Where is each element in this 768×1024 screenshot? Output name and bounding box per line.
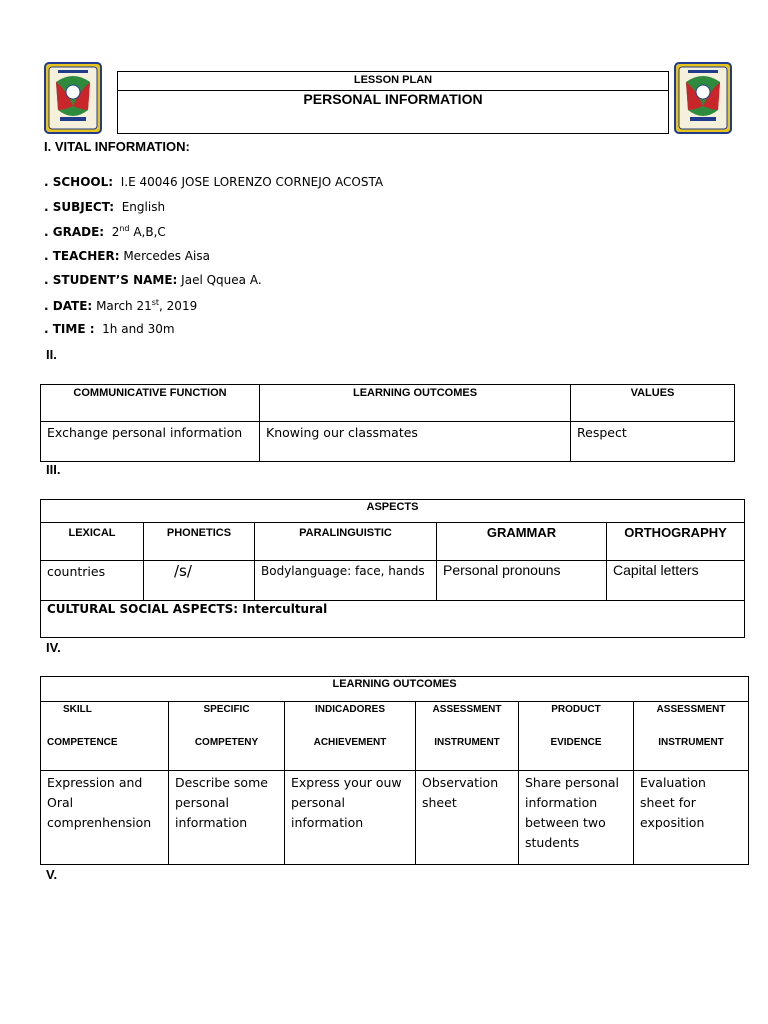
vital-school-label: . SCHOOL: <box>44 175 114 189</box>
table4-cell-assessment-2: Evaluation sheet for exposition <box>634 771 749 865</box>
section-5-heading: V. <box>46 867 58 882</box>
vital-grade-label: . GRADE: <box>44 225 105 239</box>
table4-header-assessment-bottom: INSTRUMENT <box>434 737 500 748</box>
vital-subject-value: English <box>121 200 166 214</box>
table4-cell-indicadores: Express your ouw personal information <box>285 771 416 865</box>
vital-grade-sup: nd <box>119 224 130 233</box>
table2-cell-function: Exchange personal information <box>41 422 260 462</box>
table3-header-grammar: GRAMMAR <box>437 523 607 561</box>
vital-school-value: I.E 40046 JOSE LORENZO CORNEJO ACOSTA <box>120 175 384 189</box>
vital-teacher <box>44 249 210 263</box>
vital-date-label: . DATE: <box>44 299 93 313</box>
section-3-heading: III. <box>46 462 61 477</box>
table4-header-product-top: PRODUCT <box>551 704 601 715</box>
vital-time <box>44 322 175 336</box>
vital-time-label: . TIME : <box>44 322 95 336</box>
table4-header-assessment <box>416 702 519 771</box>
table3-title: ASPECTS <box>41 500 745 523</box>
table-aspects <box>40 499 745 638</box>
table4-header-skill-top: SKILL <box>63 704 92 715</box>
table3-header-orthography: ORTHOGRAPHY <box>607 523 745 561</box>
table2-header-function: COMMUNICATIVE FUNCTION <box>41 385 260 422</box>
table4-cell-skill: Expression and Oral comprenhension <box>41 771 169 865</box>
school-crest-right-icon <box>674 62 732 134</box>
vital-subject-label: . SUBJECT: <box>44 200 115 214</box>
table4-header-skill <box>41 702 169 771</box>
table4-header-indicadores-bottom: ACHIEVEMENT <box>313 737 387 748</box>
vital-school <box>44 175 383 189</box>
doc-label: LESSON PLAN <box>353 74 433 86</box>
table4-cell-assessment: Observation sheet <box>416 771 519 865</box>
table2-header-outcomes: LEARNING OUTCOMES <box>260 385 571 422</box>
table3-header-lexical: LEXICAL <box>41 523 144 561</box>
table4-header-indicadores-top: INDICADORES <box>314 704 385 715</box>
title-box <box>117 71 669 134</box>
table3-header-paralinguistic: PARALINGUISTIC <box>255 523 437 561</box>
vital-student-value: Jael Qquea A. <box>181 273 262 287</box>
table2-cell-outcomes: Knowing our classmates <box>260 422 571 462</box>
vital-date <box>44 298 197 313</box>
table3-cell-phonetics: /s/ <box>144 561 255 601</box>
table3-cell-paralinguistic: Bodylanguage: face, hands <box>255 561 437 601</box>
section-4-heading: IV. <box>46 640 61 655</box>
table3-header-phonetics: PHONETICS <box>144 523 255 561</box>
vital-student <box>44 273 262 287</box>
table3-cell-lexical: countries <box>41 561 144 601</box>
table4-header-indicadores <box>285 702 416 771</box>
table3-cell-grammar: Personal pronouns <box>437 561 607 601</box>
vital-time-value: 1h and 30m <box>102 322 175 336</box>
table3-cultural: CULTURAL SOCIAL ASPECTS: Intercultural <box>41 601 745 638</box>
section-1-heading: I. VITAL INFORMATION: <box>44 139 190 154</box>
table4-header-specific-top: SPECIFIC <box>203 704 250 715</box>
table4-header-product <box>519 702 634 771</box>
section-2-heading: II. <box>46 347 57 362</box>
vital-grade-value-post: A,B,C <box>129 225 166 239</box>
table4-header-assessment-2-top: ASSESSMENT <box>656 704 726 715</box>
table2-header-values: VALUES <box>571 385 735 422</box>
vital-teacher-label: . TEACHER: <box>44 249 120 263</box>
vital-grade <box>44 224 166 239</box>
vital-date-value-post: , 2019 <box>159 299 198 313</box>
vital-date-sup: st <box>151 298 160 307</box>
school-crest-left-icon <box>44 62 102 134</box>
table4-header-product-bottom: EVIDENCE <box>550 737 602 748</box>
table3-cell-orthography: Capital letters <box>607 561 745 601</box>
vital-grade-value: 2 <box>111 225 120 239</box>
vital-student-label: . STUDENT’S NAME: <box>44 273 178 287</box>
doc-title: PERSONAL INFORMATION <box>303 91 483 107</box>
table4-header-specific <box>169 702 285 771</box>
table4-header-assessment-top: ASSESSMENT <box>432 704 502 715</box>
table2-cell-values: Respect <box>571 422 735 462</box>
table-communicative <box>40 384 735 462</box>
vital-subject <box>44 200 165 214</box>
table4-header-assessment-2-bottom: INSTRUMENT <box>658 737 724 748</box>
table4-cell-product: Share personal information between two students <box>519 771 634 865</box>
table4-header-skill-bottom: COMPETENCE <box>47 737 118 748</box>
table4-cell-specific: Describe some personal information <box>169 771 285 865</box>
table4-title: LEARNING OUTCOMES <box>41 677 749 702</box>
vital-date-value: March 21 <box>96 299 152 313</box>
vital-teacher-value: Mercedes Aisa <box>123 249 210 263</box>
table-learning-outcomes <box>40 676 749 865</box>
table4-header-assessment-2 <box>634 702 749 771</box>
table4-header-specific-bottom: COMPETENY <box>194 737 259 748</box>
